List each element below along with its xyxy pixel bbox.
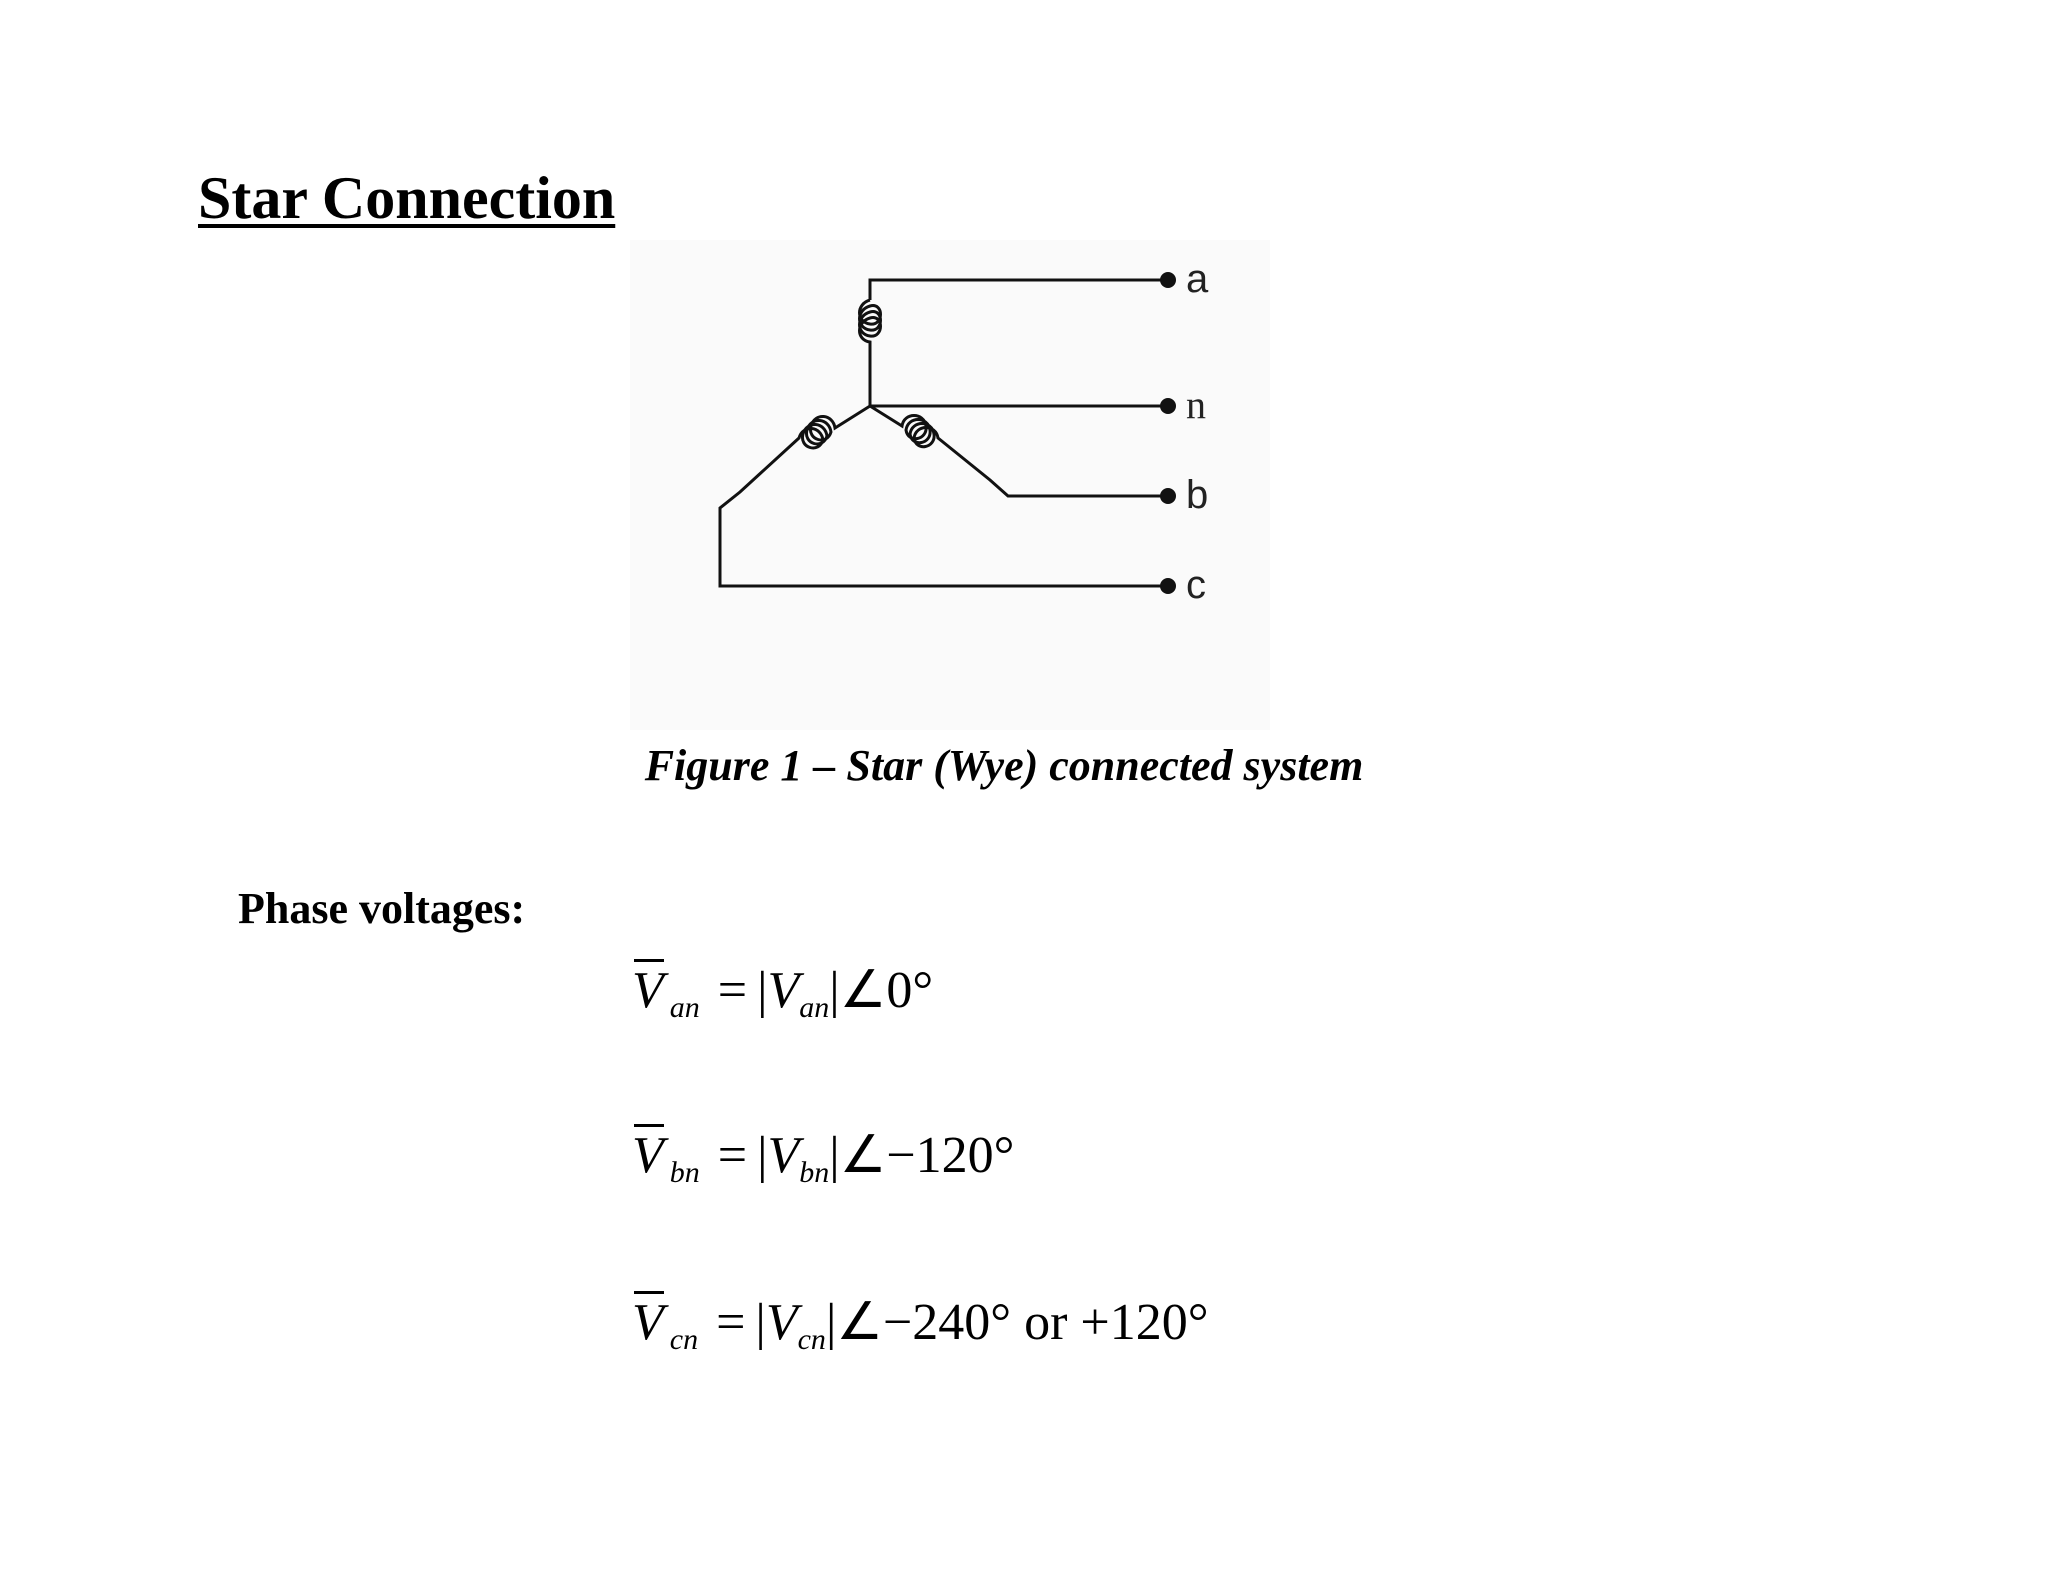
phasor-subscript: an (669, 991, 700, 1024)
page-title: Star Connection (198, 165, 616, 231)
equation-van: V $_{an} = |V_{an}|\angle 0^\circ$ (632, 962, 934, 1024)
phasor-angle: ∠0° (839, 962, 934, 1019)
terminal-c-dot (1160, 578, 1176, 594)
section-heading: Phase voltages: (238, 884, 526, 933)
terminal-n-label: n (1186, 382, 1206, 427)
wye-circuit-svg (630, 240, 1270, 730)
terminal-a-label: a (1186, 257, 1209, 301)
phasor-symbol: V (632, 1294, 664, 1351)
alternate-angle: or +120° (1011, 1294, 1209, 1351)
terminal-b-dot (1160, 488, 1176, 504)
figure-caption-text: Figure 1 – Star (Wye) connected system (644, 741, 1364, 790)
phasor-angle: ∠−120° (839, 1127, 1015, 1184)
terminal-b-label: b (1186, 473, 1209, 517)
coil-a (860, 300, 881, 406)
wire-a (870, 280, 1162, 300)
terminal-c-label: c (1186, 563, 1206, 607)
terminal-n-dot (1160, 398, 1176, 414)
phasor-angle: ∠−240° (836, 1294, 1012, 1351)
phasor-subscript: cn (669, 1323, 699, 1356)
figure-caption (0, 740, 2048, 793)
phasor-symbol: V (632, 1127, 664, 1184)
star-connection-diagram (630, 240, 1270, 730)
equation-vcn: V $_{cn} = |V_{cn}|\angle-240^\circ$ or +120° (632, 1294, 1209, 1356)
coil-b-wire-b (870, 406, 1162, 496)
terminal-a-dot (1160, 272, 1176, 288)
phasor-symbol: V (632, 962, 664, 1019)
equation-vbn: V $_{bn} = |V_{bn}|\angle-120^\circ$ (632, 1127, 1015, 1189)
phasor-subscript: bn (669, 1156, 700, 1189)
